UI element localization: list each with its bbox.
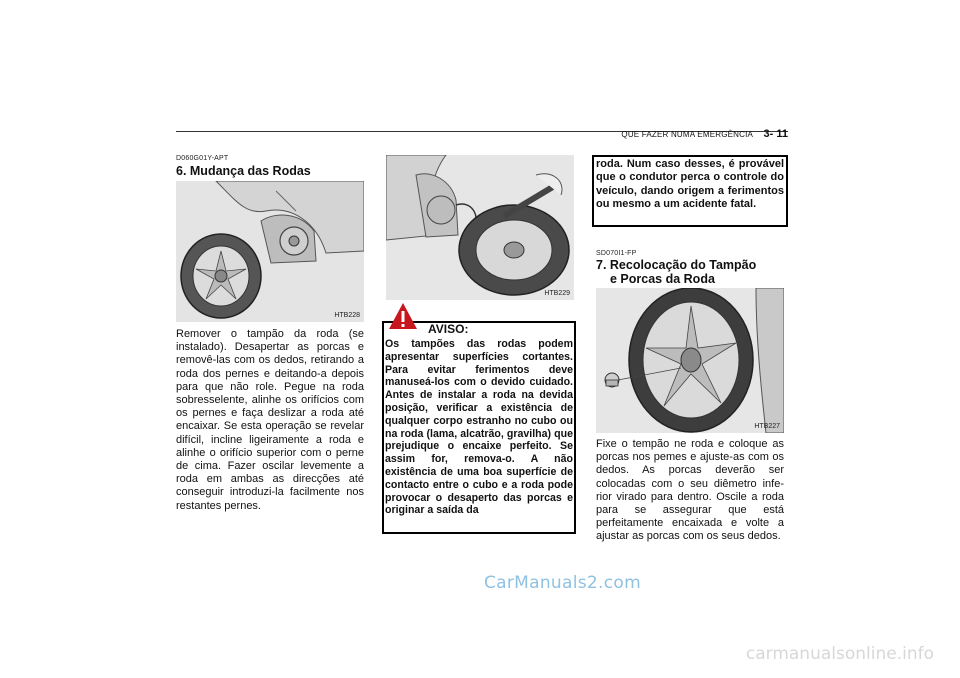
section-heading-line1: 7. Recolocação do Tampão (596, 258, 757, 272)
figure-label: HTB228 (334, 312, 360, 319)
figure-label: HTB229 (544, 290, 570, 297)
continued-warning-text: roda. Num caso desses, é provável que o condutor perca o controle do veículo, dando origem a ferimentos ou mesmo a um acidente fatal. (596, 158, 784, 210)
section-heading-line2: e Porcas da Roda (610, 272, 715, 286)
footer-watermark: carmanualsonline.info (745, 644, 934, 664)
warning-icon (388, 302, 418, 330)
body-paragraph: Fixe o tempão ne roda e coloque as porcas nos pemes e ajuste-as com os dedos. As porcas deverão ser colocadas com o seu diêmetro infe-rior virado para dentro. Oscile a roda para se assegurar que está perfeitamente encaixada e volte a ajustar as porcas com os seus dedos. (596, 438, 784, 543)
section-heading: 6. Mudança das Rodas (176, 164, 311, 178)
body-paragraph: Remover o tampão da roda (se instalado). Desapertar as porcas e removê-las com os dedos, retirando a roda dos pernes e deitando-a depois para que não role. Pegue na roda sobresselente, alinhe os orifícios com os pernes e faça deslizar a roda até encaixar. Se esta operação se revelar difícil, incline ligeiramente a roda e alinhe o orifício superior com o perne de cima. Fazer oscilar levemente a roda em ambas as direcções até conseguir introduzi-la facilmente nos restantes pernes. (176, 328, 364, 512)
running-header (600, 124, 788, 142)
figure-label: HTB227 (754, 423, 780, 430)
wheel-change-drawing (176, 181, 364, 322)
section-code: D060G01Y-APT (176, 155, 229, 162)
page-number: 3- 11 (763, 128, 788, 140)
warning-title: AVISO: (428, 322, 469, 336)
watermark-logo: CarManuals2.com (484, 573, 641, 593)
spare-wheel-drawing (386, 155, 574, 300)
section-title: QUE FAZER NUMA EMERGÊNCIA (621, 130, 754, 139)
hubcap-drawing (596, 288, 784, 433)
warning-text: Os tampões das rodas podem apresentar superfícies cortantes. Para evitar ferimentos deve manuseá-los com o devido cuidado. Antes de instalar a roda na devida posição, verificar a existência de qualquer corpo estranho no cubo ou na roda (lama, alcatrão, gravilha) que prejudique o encaixe perfeito. Se assim for, remova-o. A não existência de uma boa superfície de contacto entre o cubo e a roda pode provocar o desaperto das porcas e originar a saída da (385, 338, 573, 517)
hubcap-illustration (596, 288, 784, 433)
wheel-change-illustration (176, 181, 364, 322)
section-code: SD070I1-FP (596, 250, 637, 257)
spare-wheel-illustration (386, 155, 574, 300)
